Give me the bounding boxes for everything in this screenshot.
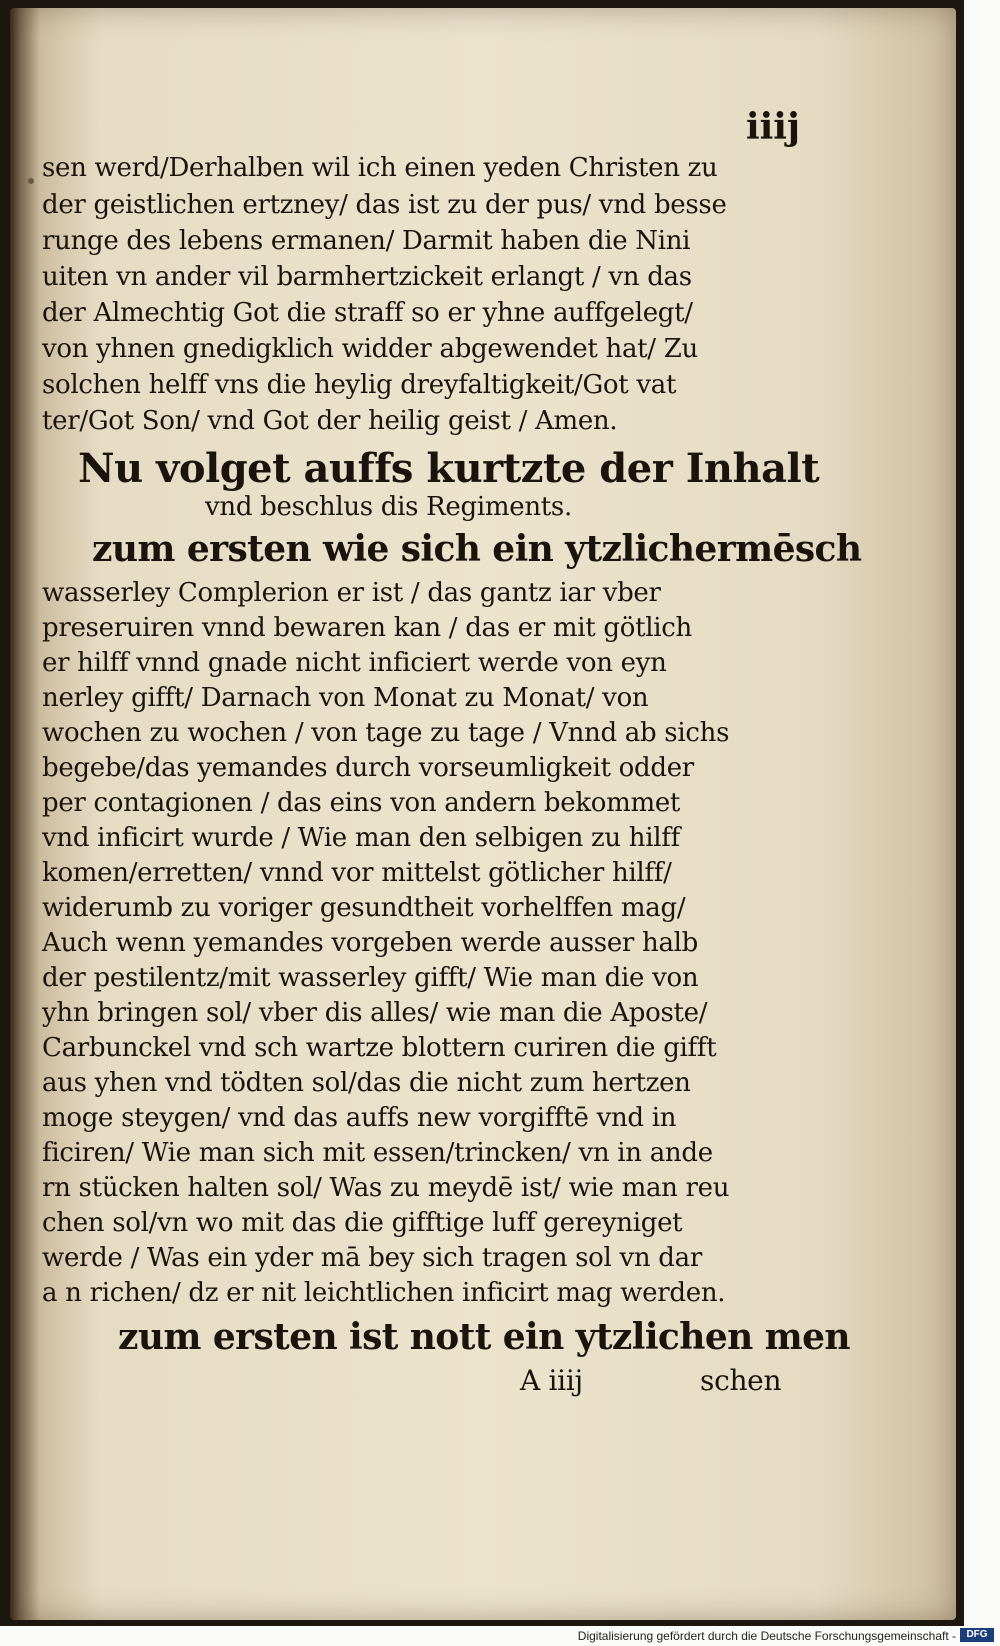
- body-line: runge des lebens ermanen/ Darmit haben die Nini: [42, 226, 691, 256]
- closing-line: zum ersten ist nott ein ytzlichen men: [118, 1316, 851, 1358]
- body-line: uiten vn ander vil barmhertzickeit erlangt / vn das: [42, 262, 692, 292]
- section-heading: Nu volget auffs kurtzte der Inhalt: [78, 445, 820, 492]
- section-line: der pestilentz/mit wasserley gifft/ Wie man die von: [42, 963, 699, 993]
- section-line: widerumb zu voriger gesundtheit vorhelffen mag/: [42, 893, 686, 923]
- section-line: rn stücken halten sol/ Was zu meydē ist/ wie man reu: [42, 1173, 730, 1203]
- catchword: schen: [700, 1364, 782, 1397]
- footer-credit: Digitalisierung gefördert durch die Deutsche Forschungsgemeinschaft -: [577, 1629, 956, 1643]
- dfg-logo: DFG: [960, 1628, 994, 1642]
- section-line: aus yhen vnd tödten sol/das die nicht zum hertzen: [42, 1068, 691, 1098]
- section-line: preseruiren vnnd bewaren kan / das er mit götlich: [42, 613, 692, 643]
- page-number: iiij: [745, 106, 800, 148]
- section-line: werde / Was ein yder mā bey sich tragen sol vn dar: [42, 1243, 702, 1273]
- section-line: Carbunckel vnd sch wartze blottern curiren die gifft: [42, 1033, 717, 1063]
- section-subheading: vnd beschlus dis Regiments.: [205, 492, 572, 522]
- section-line: nerley gifft/ Darnach von Monat zu Monat/ von: [42, 683, 649, 713]
- section-line: er hilff vnnd gnade nicht inficiert werde von eyn: [42, 648, 667, 678]
- body-line: solchen helff vns die heylig dreyfaltigkeit/Got vat: [42, 370, 677, 400]
- body-line: ter/Got Son/ vnd Got der heilig geist / Amen.: [42, 406, 618, 436]
- section-line: vnd inficirt wurde / Wie man den selbigen zu hilff: [42, 823, 680, 853]
- section-line: begebe/das yemandes durch vorseumligkeit odder: [42, 753, 694, 783]
- body-line: der Almechtig Got die straff so er yhne auffgelegt/: [42, 298, 693, 328]
- section-line: moge steygen/ vnd das auffs new vorgifftē vnd in: [42, 1103, 677, 1133]
- signature-mark: A iiij: [520, 1364, 583, 1397]
- margin-mark: [28, 178, 34, 184]
- section-line: chen sol/vn wo mit das die gifftige luff gereyniget: [42, 1208, 683, 1238]
- section-line: yhn bringen sol/ vber dis alles/ wie man die Aposte/: [42, 998, 708, 1028]
- section-line: a n richen/ dz er nit leichtlichen inficirt mag werden.: [42, 1278, 726, 1308]
- section-line: komen/erretten/ vnnd vor mittelst götlicher hilff/: [42, 858, 672, 888]
- section-line: ficiren/ Wie man sich mit essen/trincken/ vn in ande: [42, 1138, 713, 1168]
- section-line: wochen zu wochen / von tage zu tage / Vnnd ab sichs: [42, 718, 730, 748]
- body-line: der geistlichen ertzney/ das ist zu der pus/ vnd besse: [42, 190, 727, 220]
- section-first-line: zum ersten wie sich ein ytzlichermēsch: [92, 528, 862, 570]
- body-line: sen werd/Derhalben wil ich einen yeden Christen zu: [42, 153, 718, 183]
- section-line: per contagionen / das eins von andern bekommet: [42, 788, 681, 818]
- section-line: wasserley Complerion er ist / das gantz iar vber: [42, 578, 661, 608]
- section-line: Auch wenn yemandes vorgeben werde ausser halb: [42, 928, 699, 958]
- body-line: von yhnen gnedigklich widder abgewendet hat/ Zu: [42, 334, 698, 364]
